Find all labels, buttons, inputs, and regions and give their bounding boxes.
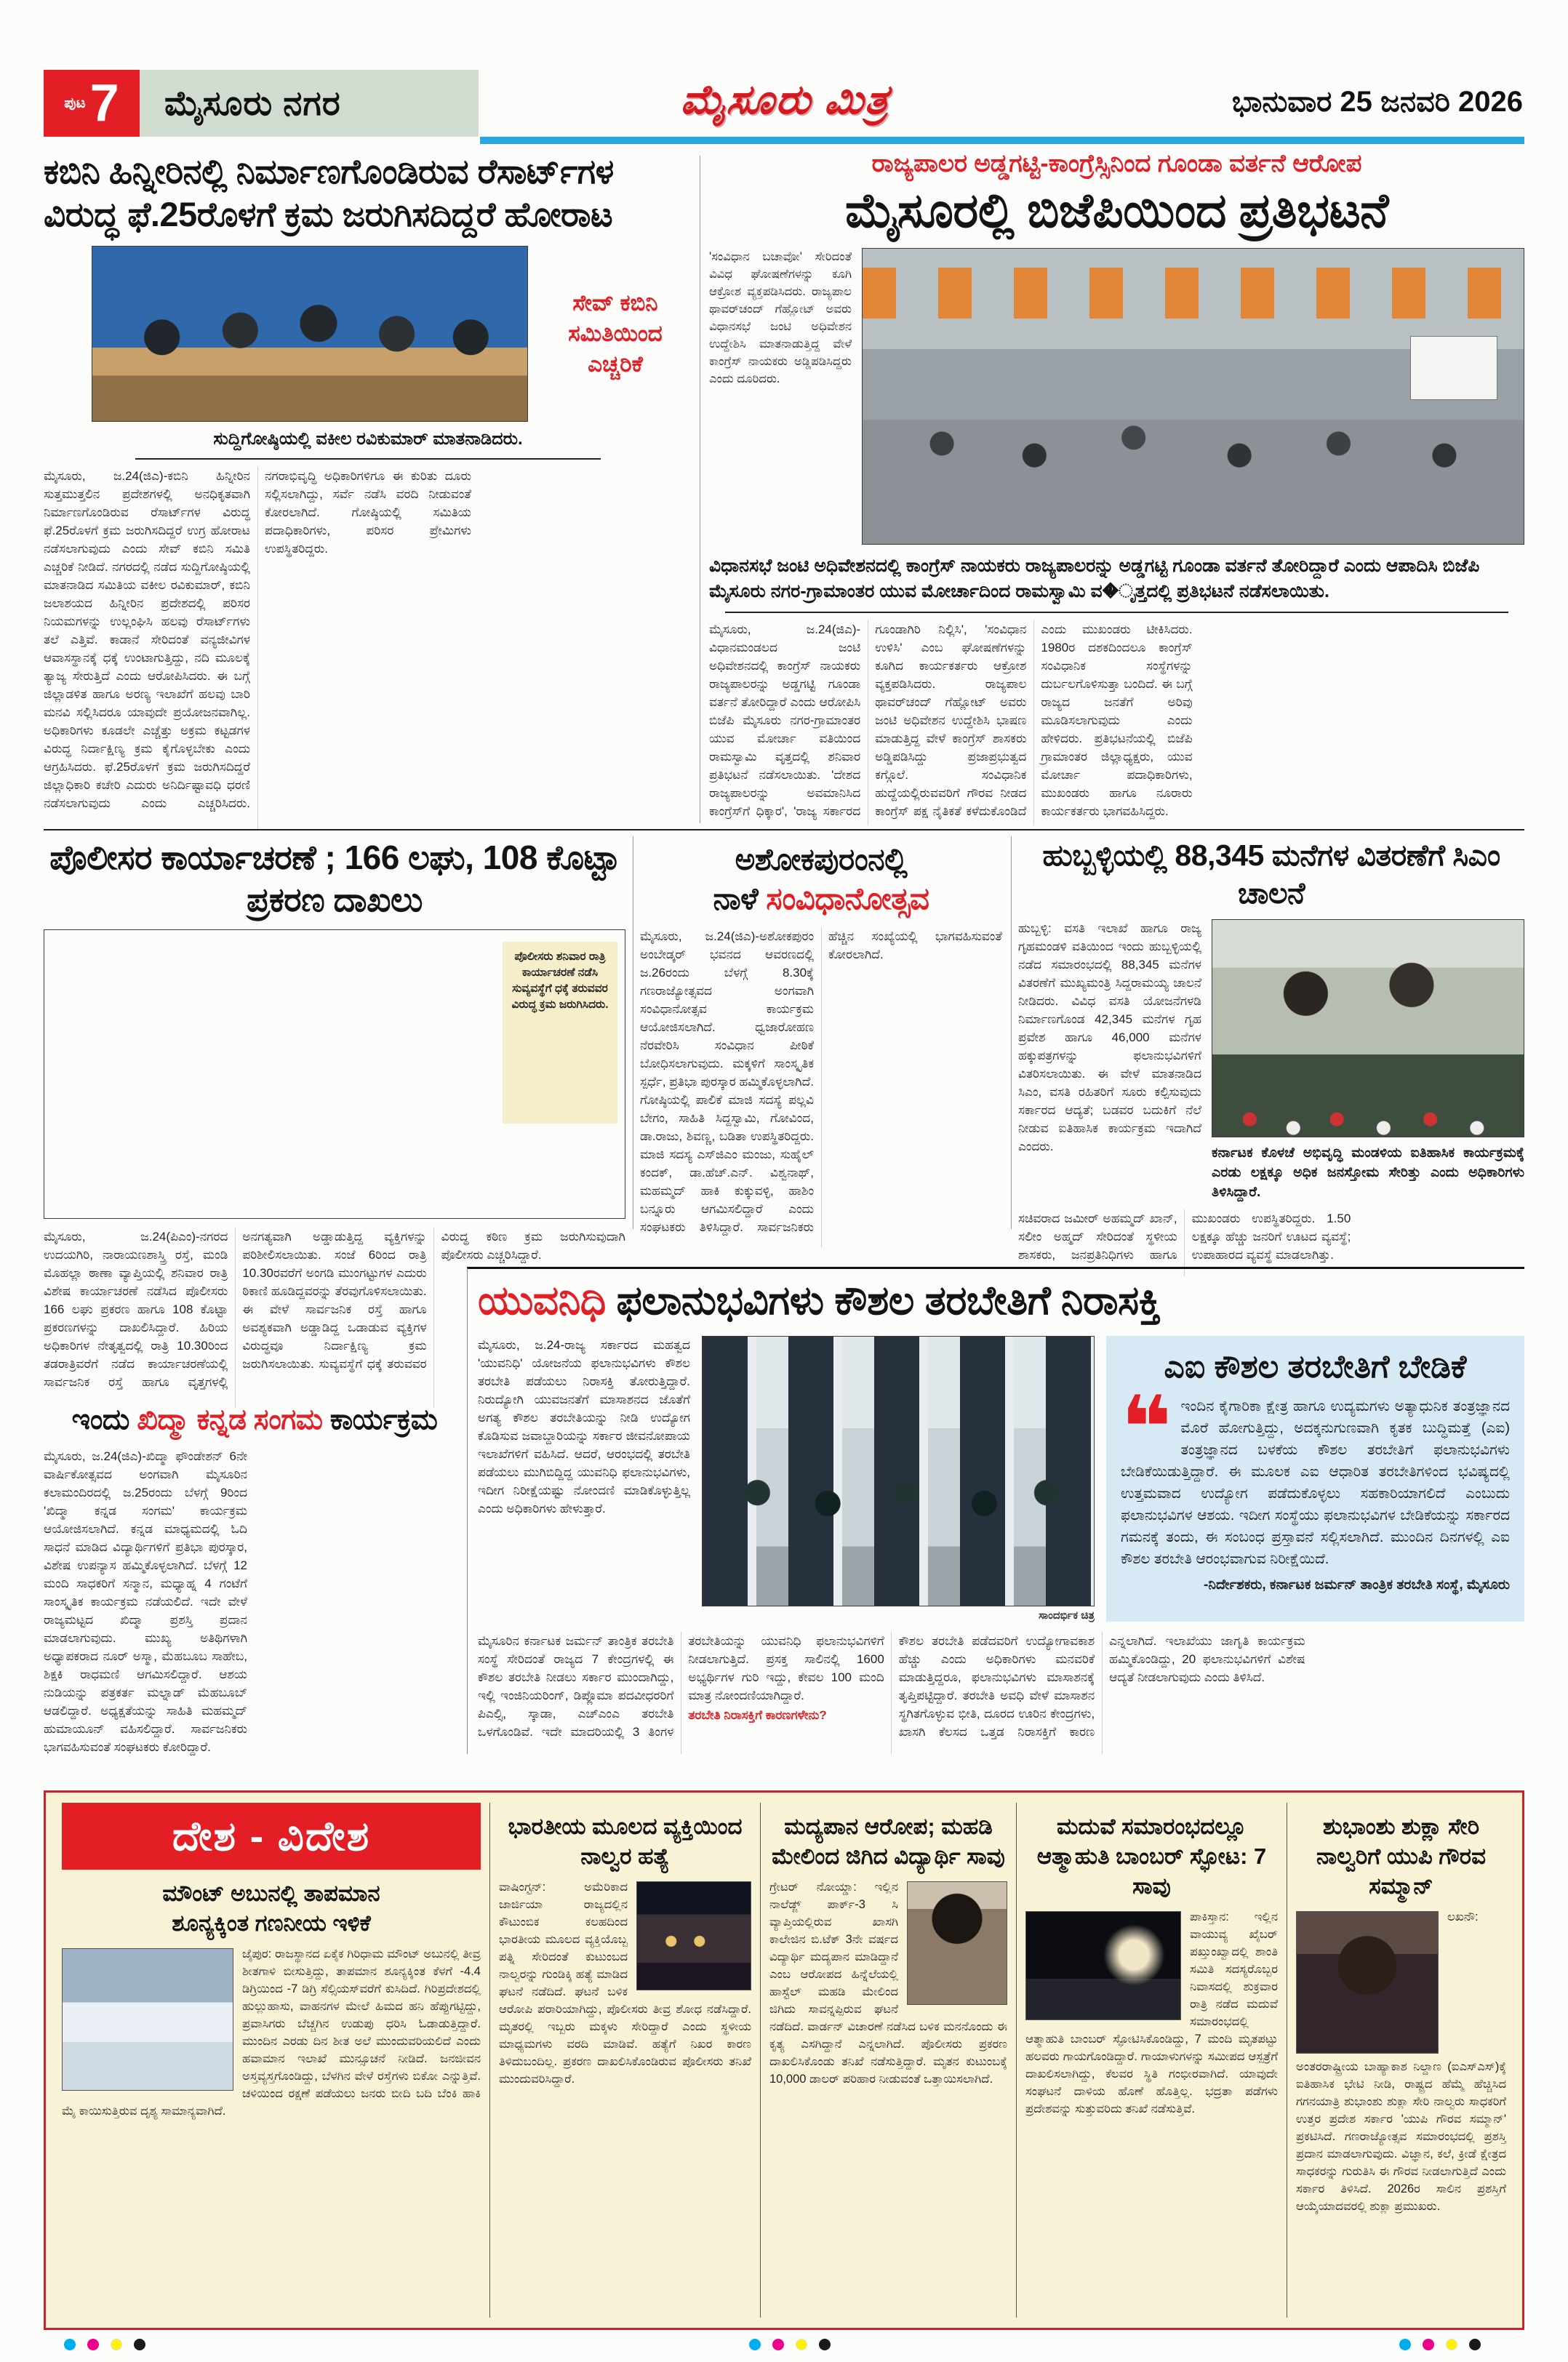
yuvanidhi-headline-red: ಯುವನಿಧಿ [478, 1278, 606, 1323]
yuvanidhi-tail-part1: ಮೈಸೂರಿನ ಕರ್ನಾಟಕ ಜರ್ಮನ್ ತಾಂತ್ರಿಕ ತರಬೇತಿ ಸಂಸ್ಥೆ ಸೇರಿದಂತೆ ರಾಜ್ಯದ 7 ಕೇಂದ್ರಗಳಲ್ಲಿ ಈ ಕೌಶಲ ತರಬೇತಿ ನೀಡಲು ಸರ್ಕಾರ ಮುಂದಾಗಿದ್ದು, ಇಲ್ಲಿ ಇಂಜಿನಿಯರಿಂಗ್, ಡಿಪ್ಲೊಮಾ ಪದವೀಧರರಿಗೆ ಪಿಎಲ್ಸಿ, ಸ್ಕಾಡಾ, ಎಚ್‌ಎಂಎ ತರಬೇತಿ ಒಳಗೊಂಡಿವೆ. ಇದೇ ಮಾದರಿಯಲ್ಲಿ 3 ತಿಂಗಳ ತರಬೇತಿಯನ್ನು ಯುವನಿಧಿ ಫಲಾನುಭವಿಗಳಿಗೆ ನೀಡಲಾಗುತ್ತಿದೆ. ಪ್ರಸಕ್ತ ಸಾಲಿನಲ್ಲಿ 1600 ಅಭ್ಯರ್ಥಿಗಳ ಗುರಿ ಇದ್ದು, ಕೇವಲ 100 ಮಂದಿ ಮಾತ್ರ ನೋಂದಣಿಯಾಗಿದ್ದಾರೆ. [478, 1634, 884, 1739]
masthead-logo: ಮೈಸೂರು ಮಿತ್ರ [679, 76, 892, 122]
yuvanidhi-tail [478, 1632, 1524, 1754]
blast-night-photo [1025, 1911, 1181, 2020]
region-label: ಮೈಸೂರು ನಗರ [140, 70, 479, 137]
night-police-photo [44, 929, 625, 1219]
mount-headline-line1: ಮೌಂಟ್ ಅಬುನಲ್ಲಿ ತಾಪಮಾನ [162, 1881, 380, 1906]
yuvanidhi-headline-black: ಫಲಾನುಭವಿಗಳು ಕೌಶಲ ತರಬೇತಿಗೆ ನಿರಾಸಕ್ತಿ [605, 1278, 1161, 1323]
cyan-dot [749, 2339, 761, 2350]
caption-divider [135, 458, 601, 460]
house-night-photo [636, 1881, 751, 1990]
blast-headline: ಮದುವೆ ಸಮಾರಂಭದಲ್ಲೂ ಆತ್ಮಾಹುತಿ ಬಾಂಬರ್ ಸ್ಫೋಟ: 7 ಸಾವು [1036, 1814, 1267, 1899]
khidma-headline-black1: ಇಂದು [71, 1404, 137, 1436]
magenta-dot [87, 2339, 99, 2350]
registration-dots-right [1399, 2339, 1481, 2350]
student-body-text: ಗ್ರೇಟರ್ ನೋಯ್ಡಾ: ಇಲ್ಲಿನ ನಾಲೆಡ್ಜ್ ಪಾರ್ಕ್-3 ಸಿ ವ್ಯಾಪ್ತಿಯಲ್ಲಿರುವ ಖಾಸಗಿ ಕಾಲೇಜಿನ ಬಿ.ಟೆಕ್ 3ನೇ ವರ್ಷದ ವಿದ್ಯಾರ್ಥಿ ಮದ್ಯಪಾನ ಮಾಡಿದ್ದಾನೆ ಎಂಬ ಆರೋಪದ ಹಿನ್ನೆಲೆಯಲ್ಲಿ ಹಾಸ್ಟೆಲ್ ಮಹಡಿ ಮೇಲಿಂದ ಜಿಗಿದು ಸಾವನ್ನಪ್ಪಿರುವ ಘಟನೆ ನಡೆದಿದೆ. ವಾರ್ಡನ್ ವಿಚಾರಣೆ ನಡೆಸಿದ ಬಳಿಕ ಮನನೊಂದು ಈ ಕೃತ್ಯ ಎಸಗಿದ್ದಾನೆ ಎನ್ನಲಾಗಿದೆ. ಪೊಲೀಸರು ಪ್ರಕರಣ ದಾಖಲಿಸಿಕೊಂಡು ತನಿಖೆ ನಡೆಸುತ್ತಿದ್ದಾರೆ. ಮೃತನ ಕುಟುಂಬಕ್ಕೆ 10,000 ಡಾಲರ್ ಪರಿಹಾರ ನೀಡುವಂತೆ ಒತ್ತಾಯಿಸಲಾಗಿದೆ. [769, 1881, 1007, 2086]
magenta-dot [772, 2339, 784, 2350]
ashok-headline-line2 [713, 881, 929, 916]
caption-divider [725, 612, 1508, 613]
khidma-headline-red: ಖಿದ್ಮಾ ಕನ್ನಡ ಸಂಗಮ [137, 1404, 323, 1436]
snow-photo [62, 1948, 233, 2091]
bjp-kicker: ರಾಜ್ಯಪಾಲರ ಅಡ್ಡಗಟ್ಟಿ-ಕಾಂಗ್ರೆಸ್ಸಿನಿಂದ ಗೂಂಡಾ ವರ್ತನೆ ಆರೋಪ [871, 150, 1362, 177]
black-dot [1469, 2339, 1481, 2350]
student-portrait-photo [907, 1881, 1007, 2005]
mount-headline [62, 1878, 481, 1938]
article-bjp-protest [709, 150, 1524, 825]
cyan-dot [1399, 2339, 1411, 2350]
article-samvidhanotsava [640, 840, 1002, 1247]
blast-body [1025, 1908, 1278, 2118]
ashok-headline [640, 840, 1002, 918]
khidma-headline [44, 1402, 465, 1438]
murder-body [499, 1878, 751, 2088]
mount-headline-line2: ಶೂನ್ಯಕ್ಕಿಂತ ಗಣನೀಯ ಇಳಿಕೆ [172, 1910, 371, 1936]
ashok-headline-line1: ಅಶೋಕಪುರಂನಲ್ಲಿ [735, 842, 908, 876]
world-col-honor [1287, 1803, 1515, 2318]
article-hubballi-homes [1018, 836, 1524, 1276]
honor-headline: ಶುಭಾಂಶು ಶುಕ್ಲಾ ಸೇರಿ ನಾಲ್ವರಿಗೆ ಯುಪಿ ಗೌರವ ಸಮ್ಮಾನ್ [1316, 1814, 1486, 1899]
cm-event-photo [1212, 919, 1524, 1137]
world-col-blast [1016, 1803, 1287, 2318]
blast-body-text: ಪಾಕಿಸ್ತಾನ: ಇಲ್ಲಿನ ವಾಯುವ್ಯ ಖೈಬರ್ ಪಖ್ತುಂಖ್ವಾದಲ್ಲಿ ಶಾಂತಿ ಸಮಿತಿ ಸದಸ್ಯರೊಬ್ಬರ ನಿವಾಸದಲ್ಲಿ ಶುಕ್ರವಾರ ರಾತ್ರಿ ನಡೆದ ಮದುವೆ ಸಮಾರಂಭದಲ್ಲಿ ಆತ್ಮಾಹುತಿ ಬಾಂಬರ್ ಸ್ಫೋಟಿಸಿಕೊಂಡಿದ್ದು, 7 ಮಂದಿ ಮೃತಪಟ್ಟು ಹಲವರು ಗಾಯಗೊಂಡಿದ್ದಾರೆ. ಗಾಯಾಳುಗಳನ್ನು ಸಮೀಪದ ಆಸ್ಪತ್ರೆಗೆ ದಾಖಲಿಸಲಾಗಿದ್ದು, ಕೆಲವರ ಸ್ಥಿತಿ ಗಂಭೀರವಾಗಿದೆ. ಯಾವುದೇ ಸಂಘಟನೆ ದಾಳಿಯ ಹೊಣೆ ಹೊತ್ತಿಲ್ಲ. ಭದ್ರತಾ ಪಡೆಗಳು ಪ್ರದೇಶವನ್ನು ಸುತ್ತುವರಿದು ತನಿಖೆ ನಡೆಸುತ್ತಿವೆ. [1025, 1910, 1278, 2115]
police-photo-note: ಪೊಲೀಸರು ಶನಿವಾರ ರಾತ್ರಿ ಕಾರ್ಯಾಚರಣೆ ನಡೆಸಿ ಸುವ್ಯವಸ್ಥೆಗೆ ಧಕ್ಕೆ ತರುವವರ ವಿರುದ್ಧ ಕ್ರಮ ಜರುಗಿಸಿದರು. [503, 942, 617, 1124]
murder-body-text: ವಾಷಿಂಗ್ಟನ್: ಅಮೆರಿಕಾದ ಜಾರ್ಜಿಯಾ ರಾಜ್ಯದಲ್ಲಿನ ಕೌಟುಂಬಿಕ ಕಲಹದಿಂದ ಭಾರತೀಯ ಮೂಲದ ವ್ಯಕ್ತಿಯೊಬ್ಬ ಪತ್ನಿ ಸೇರಿದಂತೆ ಕುಟುಂಬದ ನಾಲ್ವರನ್ನು ಗುಂಡಿಕ್ಕಿ ಹತ್ಯೆ ಮಾಡಿದ ಘಟನೆ ನಡೆದಿದೆ. ಘಟನೆ ಬಳಿಕ ಆರೋಪಿ ಪರಾರಿಯಾಗಿದ್ದು, ಪೊಲೀಸರು ತೀವ್ರ ಶೋಧ ನಡೆಸಿದ್ದಾರೆ. ಮೃತರಲ್ಲಿ ಇಬ್ಬರು ಮಕ್ಕಳು ಸೇರಿದ್ದಾರೆ ಎಂದು ಸ್ಥಳೀಯ ಮಾಧ್ಯಮಗಳು ವರದಿ ಮಾಡಿವೆ. ಹತ್ಯೆಗೆ ನಿಖರ ಕಾರಣ ತಿಳಿದುಬಂದಿಲ್ಲ. ಪ್ರಕರಣ ದಾಖಲಿಸಿಕೊಂಡಿರುವ ಪೊಲೀಸರು ತನಿಖೆ ಮುಂದುವರಿಸಿದ್ದಾರೆ. [499, 1881, 751, 2086]
honor-body-text: ಲಖನೌ: ಅಂತರರಾಷ್ಟ್ರೀಯ ಬಾಹ್ಯಾಕಾಶ ನಿಲ್ದಾಣ (ಐಎಸ್‌ಎಸ್)ಕ್ಕೆ ಐತಿಹಾಸಿಕ ಭೇಟಿ ನೀಡಿ, ರಾಷ್ಟ್ರದ ಹೆಮ್ಮೆ ಹೆಚ್ಚಿಸಿದ ಗಗನಯಾತ್ರಿ ಶುಭಾಂಶು ಶುಕ್ಲಾ ಸೇರಿ ನಾಲ್ವರು ಸಾಧಕರಿಗೆ ಉತ್ತರ ಪ್ರದೇಶ ಸರ್ಕಾರ 'ಯುಪಿ ಗೌರವ ಸಮ್ಮಾನ್' ಪ್ರಕಟಿಸಿದೆ. ಗಣರಾಜ್ಯೋತ್ಸವ ಸಮಾರಂಭದಲ್ಲಿ ಪ್ರಶಸ್ತಿ ಪ್ರದಾನ ಮಾಡಲಾಗುವುದು. ವಿಜ್ಞಾನ, ಕಲೆ, ಕ್ರೀಡೆ ಕ್ಷೇತ್ರದ ಸಾಧಕರನ್ನು ಗುರುತಿಸಿ ಈ ಗೌರವ ನೀಡಲಾಗುತ್ತಿದೆ ಎಂದು ಸರ್ಕಾರ ತಿಳಿಸಿದೆ. 2026ರ ಸಾಲಿನ ಪ್ರಶಸ್ತಿಗೆ ಆಯ್ಕೆಯಾದವರಲ್ಲಿ ಶುಕ್ಲಾ ಪ್ರಮುಖರು. [1296, 1910, 1506, 2213]
page-number: 7 [89, 74, 119, 132]
page-label: ಪುಟ [64, 95, 86, 111]
police-headline: ಪೊಲೀಸರ ಕಾರ್ಯಾಚರಣೆ ; 166 ಲಘು, 108 ಕೊಟ್ಟಾ ಪ್ರಕರಣ ದಾಖಲು [49, 838, 620, 918]
kabini-headline: ಕಬಿನಿ ಹಿನ್ನೀರಿನಲ್ಲಿ ನಿರ್ಮಾಣಗೊಂಡಿರುವ ರೆಸಾರ್ಟ್‌ಗಳ ವಿರುದ್ಧ ಫೆ.25ರೊಳಗೆ ಕ್ರಮ ಜರುಗಿಸದಿದ್ದರೆ ಹೋರಾಟ [44, 152, 614, 233]
student-body [769, 1878, 1007, 2088]
protest-photo [862, 248, 1524, 545]
black-dot [134, 2339, 145, 2350]
mount-body [62, 1945, 481, 2120]
yellow-dot [796, 2339, 807, 2350]
quote-box-title: ಎಐ ಕೌಶಲ ತರಬೇತಿಗೆ ಬೇಡಿಕೆ [1164, 1349, 1467, 1385]
black-dot [819, 2339, 831, 2350]
page-number-box [44, 70, 140, 137]
computer-lab-photo [702, 1336, 1095, 1606]
police-body: ಮೈಸೂರು, ಜ.24(ಪಿಎಂ)-ನಗರದ ಉದಯಗಿರಿ, ನಾರಾಯಣಶಾಸ್ತ್ರಿ ರಸ್ತೆ, ಮಂಡಿ ಮೊಹಲ್ಲಾ ಠಾಣಾ ವ್ಯಾಪ್ತಿಯಲ್ಲಿ ಶನಿವಾರ ರಾತ್ರಿ ವಿಶೇಷ ಕಾರ್ಯಾಚರಣೆ ನಡೆಸಿದ ಪೊಲೀಸರು 166 ಲಘು ಪ್ರಕರಣ ಹಾಗೂ 108 ಕೊಟ್ಟಾ ಪ್ರಕರಣಗಳನ್ನು ದಾಖಲಿಸಿದ್ದಾರೆ. ಹಿರಿಯ ಅಧಿಕಾರಿಗಳ ನೇತೃತ್ವದಲ್ಲಿ ರಾತ್ರಿ 10.30ರಿಂದ ತಡರಾತ್ರಿವರೆಗೆ ನಡೆದ ಕಾರ್ಯಾಚರಣೆಯಲ್ಲಿ ಸಾರ್ವಜನಿಕ ರಸ್ತೆ ಹಾಗೂ ವೃತ್ತಗಳಲ್ಲಿ ಅನಗತ್ಯವಾಗಿ ಅಡ್ಡಾಡುತ್ತಿದ್ದ ವ್ಯಕ್ತಿಗಳನ್ನು ಪರಿಶೀಲಿಸಲಾಯಿತು. ಸಂಜೆ 6ರಿಂದ ರಾತ್ರಿ 10.30ರವರೆಗೆ ಅಂಗಡಿ ಮುಂಗಟ್ಟುಗಳ ಎದುರು ಠಿಕಾಣಿ ಹೂಡಿದ್ದವರನ್ನು ತೆರವುಗೊಳಿಸಲಾಯಿತು. ಈ ವೇಳೆ ಸಾರ್ವಜನಿಕ ರಸ್ತೆ ಹಾಗೂ ಅವಶ್ಯಕವಾಗಿ ಅಡ್ಡಾಡಿದ್ದ ಒಡಾಡುವ ವ್ಯಕ್ತಿಗಳ ವಿರುದ್ಧವೂ ನಿರ್ದಾಕ್ಷಿಣ್ಯ ಕ್ರಮ ಜರುಗಿಸಲಾಯಿತು. ಸುವ್ಯವಸ್ಥೆಗೆ ಧಕ್ಕೆ ತರುವವರ ವಿರುದ್ಧ ಕಠಿಣ ಕ್ರಮ ಜರುಗಿಸುವುದಾಗಿ ಪೊಲೀಸರು ಎಚ್ಚರಿಸಿದ್ದಾರೆ. [44, 1230, 625, 1389]
bjp-headline: ಮೈಸೂರಲ್ಲಿ ಬಿಜೆಪಿಯಿಂದ ಪ್ರತಿಭಟನೆ [844, 183, 1389, 237]
khidma-body: ಮೈಸೂರು, ಜ.24(ಜಿಎ)-ಖಿದ್ಮಾ ಫೌಂಡೇಶನ್ 6ನೇ ವಾರ್ಷಿಕೋತ್ಸವದ ಅಂಗವಾಗಿ ಮೈಸೂರಿನ ಕಲಾಮಂದಿರದಲ್ಲಿ ಜ.25ರಂದು ಬೆಳಗ್ಗೆ 9ರಿಂದ 'ಖಿದ್ಮಾ ಕನ್ನಡ ಸಂಗಮ' ಕಾರ್ಯಕ್ರಮ ಆಯೋಜಿಸಲಾಗಿದೆ. ಕನ್ನಡ ಮಾಧ್ಯಮದಲ್ಲಿ ಓದಿ ಸಾಧನೆ ಮಾಡಿದ ವಿದ್ಯಾರ್ಥಿಗಳಿಗೆ ಪ್ರತಿಭಾ ಪುರಸ್ಕಾರ, ವಿಶೇಷ ಉಪನ್ಯಾಸ ಹಮ್ಮಿಕೊಳ್ಳಲಾಗಿದೆ. ಬೆಳಗ್ಗೆ 12 ಮಂದಿ ಸಾಧಕರಿಗೆ ಸನ್ಮಾನ, ಮಧ್ಯಾಹ್ನ 4 ಗಂಟೆಗೆ ಸಾಂಸ್ಕೃತಿಕ ಕಾರ್ಯಕ್ರಮ ನಡೆಯಲಿದೆ. ಇದೇ ವೇಳೆ ರಾಜ್ಯಮಟ್ಟದ ಖಿದ್ಮಾ ಪ್ರಶಸ್ತಿ ಪ್ರದಾನ ಮಾಡಲಾಗುವುದು. ಮುಖ್ಯ ಅತಿಥಿಗಳಾಗಿ ಅಧ್ಯಾಪಕರಾದ ನೂರ್ ಅಸ್ಮಾ, ಮೆಹಬೂಬ ಸಾಹೇಬ, ಶಿಕ್ಷಕಿ ರಾಧಮಣಿ ಆಗಮಿಸಲಿದ್ದಾರೆ. ಆಶಯ ನುಡಿಯನ್ನು ಪತ್ರಕರ್ತ ಮಲ್ನಾಡ್ ಮೆಹಬೂಬ್ ಆಡಲಿದ್ದಾರೆ. ಅಧ್ಯಕ್ಷತೆಯನ್ನು ಸಾಹಿತಿ ಮಹಮ್ಮದ್ ಹುಮಾಯೂನ್ ವಹಿಸಲಿದ್ದಾರೆ. ಸಾರ್ವಜನಿಕರು ಭಾಗವಹಿಸುವಂತೆ ಸಂಘಟಕರು ಕೋರಿದ್ದಾರೆ. [44, 1449, 247, 1754]
article-yuvanidhi [467, 1267, 1524, 1754]
party-flags [863, 268, 1524, 319]
open-quote-icon: ❝ [1121, 1380, 1172, 1477]
yuvanidhi-red-subhead: ತರಬೇತಿ ನಿರಾಸಕ್ತಿಗೆ ಕಾರಣಗಳೇನು? [688, 1708, 827, 1722]
ai-demand-quote-box [1106, 1336, 1524, 1622]
bjp-body: ಮೈಸೂರು, ಜ.24(ಜಿಎ)-ವಿಧಾನಮಂಡಲದ ಜಂಟಿ ಅಧಿವೇಶನದಲ್ಲಿ ಕಾಂಗ್ರೆಸ್ ನಾಯಕರು ರಾಜ್ಯಪಾಲರನ್ನು ಅಡ್ಡಗಟ್ಟಿ ಗೂಂಡಾ ವರ್ತನೆ ತೋರಿದ್ದಾರೆ ಎಂದು ಆರೋಪಿಸಿ ಬಿಜೆಪಿ ಮೈಸೂರು ನಗರ-ಗ್ರಾಮಾಂತರ ಯುವ ಮೋರ್ಚಾ ವತಿಯಿಂದ ರಾಮಸ್ವಾಮಿ ವೃತ್ತದಲ್ಲಿ ಶನಿವಾರ ಪ್ರತಿಭಟನೆ ನಡೆಸಲಾಯಿತು. 'ದೇಶದ ರಾಜ್ಯಪಾಲರನ್ನು ಅವಮಾನಿಸಿದ ಕಾಂಗ್ರೆಸ್‌ಗೆ ಧಿಕ್ಕಾರ', 'ರಾಜ್ಯ ಸರ್ಕಾರದ ಗೂಂಡಾಗಿರಿ ನಿಲ್ಲಿಸಿ', 'ಸಂವಿಧಾನ ಉಳಿಸಿ' ಎಂಬ ಘೋಷಣೆಗಳನ್ನು ಕೂಗಿದ ಕಾರ್ಯಕರ್ತರು ಆಕ್ರೋಶ ವ್ಯಕ್ತಪಡಿಸಿದರು. ರಾಜ್ಯಪಾಲ ಥಾವರ್‌ಚಂದ್ ಗೆಹ್ಲೋಟ್ ಅವರು ಜಂಟಿ ಅಧಿವೇಶನ ಉದ್ದೇಶಿಸಿ ಭಾಷಣ ಮಾಡುತ್ತಿದ್ದ ವೇಳೆ ಕಾಂಗ್ರೆಸ್ ಶಾಸಕರು ಅಡ್ಡಿಪಡಿಸಿದ್ದು ಪ್ರಜಾಪ್ರಭುತ್ವದ ಕಗ್ಗೊಲೆ. ಸಂವಿಧಾನಿಕ ಹುದ್ದೆಯಲ್ಲಿರುವವರಿಗೆ ಗೌರವ ನೀಡದ ಕಾಂಗ್ರೆಸ್ ಪಕ್ಷ ನೈತಿಕತೆ ಕಳೆದುಕೊಂಡಿದೆ ಎಂದು ಮುಖಂಡರು ಟೀಕಿಸಿದರು. 1980ರ ದಶಕದಿಂದಲೂ ಕಾಂಗ್ರೆಸ್ ಸಂವಿಧಾನಿಕ ಸಂಸ್ಥೆಗಳನ್ನು ದುರ್ಬಲಗೊಳಿಸುತ್ತಾ ಬಂದಿದೆ. ಈ ಬಗ್ಗೆ ರಾಜ್ಯದ ಜನತೆಗೆ ಅರಿವು ಮೂಡಿಸಲಾಗುವುದು ಎಂದು ಹೇಳಿದರು. ಪ್ರತಿಭಟನೆಯಲ್ಲಿ ಬಿಜೆಪಿ ಗ್ರಾಮಾಂತರ ಜಿಲ್ಲಾಧ್ಯಕ್ಷರು, ಯುವ ಮೋರ್ಚಾ ಪದಾಧಿಕಾರಿಗಳು, ಮುಖಂಡರು ಹಾಗೂ ನೂರಾರು ಕಾರ್ಯಕರ್ತರು ಭಾಗವಹಿಸಿದ್ದರು. [709, 622, 1193, 818]
mount-body-text: ಜೈಪುರ: ರಾಜಸ್ಥಾನದ ಏಕೈಕ ಗಿರಿಧಾಮ ಮೌಂಟ್ ಅಬುನಲ್ಲಿ ತೀವ್ರ ಶೀತಗಾಳಿ ಬೀಸುತ್ತಿದ್ದು, ತಾಪಮಾನ ಶೂನ್ಯಕ್ಕಿಂತ ಕೆಳಗೆ -4.4 ಡಿಗ್ರಿಯಿಂದ -7 ಡಿಗ್ರಿ ಸೆಲ್ಸಿಯಸ್‌ವರೆಗೆ ಕುಸಿದಿದೆ. ಗಿರಿಪ್ರದೇಶದಲ್ಲಿ ಹುಲ್ಲುಹಾಸು, ವಾಹನಗಳ ಮೇಲೆ ಹಿಮದ ಹನಿ ಹೆಪ್ಪುಗಟ್ಟಿದ್ದು, ಪ್ರವಾಸಿಗರು ಬೆಚ್ಚಗಿನ ಉಡುಪು ಧರಿಸಿ ಓಡಾಡುತ್ತಿದ್ದಾರೆ. ಮುಂದಿನ ಎರಡು ದಿನ ಶೀತ ಅಲೆ ಮುಂದುವರಿಯಲಿದೆ ಎಂದು ಹವಾಮಾನ ಇಲಾಖೆ ಮುನ್ಸೂಚನೆ ನೀಡಿದೆ. ಜನಜೀವನ ಅಸ್ತವ್ಯಸ್ತಗೊಂಡಿದ್ದು, ಬೆಳಗಿನ ವೇಳೆ ರಸ್ತೆಗಳು ಬಿಕೋ ಎನ್ನುತ್ತಿವೆ. ಚಳಿಯಿಂದ ರಕ್ಷಣೆ ಪಡೆಯಲು ಜನರು ಬೀದಿ ಬದಿ ಬೆಂಕಿ ಹಾಕಿ ಮೈ ಕಾಯಿಸುತ್ತಿರುವ ದೃಶ್ಯ ಸಾಮಾನ್ಯವಾಗಿದೆ. [62, 1947, 481, 2118]
computer-lab-figure [702, 1336, 1095, 1622]
desha-videsha-band [44, 1790, 1524, 2330]
photo-credit: ಸಾಂದರ್ಭಿಕ ಚಿತ್ರ [1038, 1609, 1095, 1622]
yuvanidhi-intro: ಮೈಸೂರು, ಜ.24-ರಾಜ್ಯ ಸರ್ಕಾರದ ಮಹತ್ವದ 'ಯುವನಿಧಿ' ಯೋಜನೆಯ ಫಲಾನುಭವಿಗಳು ಕೌಶಲ ತರಬೇತಿ ಪಡೆಯಲು ನಿರಾಸಕ್ತಿ ತೋರುತ್ತಿದ್ದಾರೆ. ನಿರುದ್ಯೋಗಿ ಯುವಜನತೆಗೆ ಮಾಸಾಶನದ ಜೊತೆಗೆ ಅಗತ್ಯ ಕೌಶಲ ತರಬೇತಿಯನ್ನು ನೀಡಿ ಉದ್ಯೋಗ ಕೊಡಿಸುವ ಜವಾಬ್ದಾರಿಯನ್ನು ಸರ್ಕಾರ ಜೀವನೋಪಾಯ ಇಲಾಖೆಗಳಿಗೆ ವಹಿಸಿದೆ. ಆದರೆ, ಆರಂಭದಲ್ಲಿ ತರಬೇತಿ ಪಡೆಯಲು ಮುಗಿಬಿದ್ದಿದ್ದ ಯುವನಿಧಿ ಫಲಾನುಭವಿಗಳು, ಇದೀಗ ನಿರೀಕ್ಷೆಯಷ್ಟು ನೋಂದಣಿ ಮಾಡಿಕೊಳ್ಳುತ್ತಿಲ್ಲ ಎಂದು ಅಧಿಕಾರಿಗಳು ಹೇಳುತ್ತಾರೆ. [478, 1338, 690, 1516]
quote-attribution: -ನಿರ್ದೇಶಕರು, ಕರ್ನಾಟಕ ಜರ್ಮನ್ ತಾಂತ್ರಿಕ ತರಬೇತಿ ಸಂಸ್ಥೆ, ಮೈಸೂರು [1204, 1577, 1510, 1593]
world-col-murder [489, 1803, 760, 2318]
press-conference-photo [92, 246, 528, 422]
murder-headline: ಭಾರತೀಯ ಮೂಲದ ವ್ಯಕ್ತಿಯಿಂದ ನಾಲ್ವರ ಹತ್ಯೆ [508, 1814, 743, 1869]
registration-dots-center [749, 2339, 831, 2350]
astronaut-portrait-photo [1296, 1911, 1439, 2054]
quote-text: ಇಂದಿನ ಕೈಗಾರಿಕಾ ಕ್ಷೇತ್ರ ಹಾಗೂ ಉದ್ಯಮಗಳು ಅತ್ಯಾಧುನಿಕ ತಂತ್ರಜ್ಞಾನದ ಮೊರೆ ಹೋಗುತ್ತಿದ್ದು, ಅದಕ್ಕನುಗುಣವಾಗಿ ಕೃತಕ ಬುದ್ಧಿಮತ್ತೆ (ಎಐ) ತಂತ್ರಜ್ಞಾನದ ಬಳಕೆಯ ಕೌಶಲ ತರಬೇತಿಗೆ ಫಲಾನುಭವಿಗಳು ಬೇಡಿಕೆಯಿಡುತ್ತಿದ್ದಾರೆ. ಈ ಮೂಲಕ ಎಐ ಆಧಾರಿತ ತರಬೇತಿಗಳಿಂದ ಭವಿಷ್ಯದಲ್ಲಿ ಉತ್ತಮವಾದ ಉದ್ಯೋಗ ಪಡೆದುಕೊಳ್ಳಲು ಸಹಕಾರಿಯಾಗಲಿದೆ ಎಂಬುದು ಫಲಾನುಭವಿಗಳ ಆಶಯ. ಇದೀಗ ಸಂಸ್ಥೆಯು ಫಲಾನುಭವಿಗಳ ಬೇಡಿಕೆಯನ್ನು ಸರ್ಕಾರದ ಗಮನಕ್ಕೆ ತಂದು, ಈ ಸಂಬಂಧ ಪ್ರಸ್ತಾವನೆ ಸಲ್ಲಿಸಲಾಗಿದೆ. ಮುಂದಿನ ದಿನಗಳಲ್ಲಿ ಎಐ ಕೌಶಲ ತರಬೇತಿ ಆರಂಭವಾಗುವ ನಿರೀಕ್ಷೆಯಿದೆ. [1121, 1398, 1510, 1567]
world-col-student [760, 1803, 1016, 2318]
hubballi-tail: ಸಚಿವರಾದ ಜಮೀರ್ ಅಹಮ್ಮದ್ ಖಾನ್, ಸಲೀಂ ಅಹ್ಮದ್ ಸೇರಿದಂತೆ ಸ್ಥಳೀಯ ಶಾಸಕರು, ಜನಪ್ರತಿನಿಧಿಗಳು ಹಾಗೂ ಮುಖಂಡರು ಉಪಸ್ಥಿತರಿದ್ದರು. 1.50 ಲಕ್ಷಕ್ಕೂ ಹೆಚ್ಚು ಜನರಿಗೆ ಊಟದ ವ್ಯವಸ್ಥೆ; ಉಪಾಹಾರದ ವ್ಯವಸ್ಥೆ ಮಾಡಲಾಗಿತ್ತು. [1018, 1212, 1351, 1262]
ashok-headline-red: ಸಂವಿಧಾನೋತ್ಸವ [766, 881, 929, 916]
cyan-dot [64, 2339, 76, 2350]
kabini-caption: ಸುದ್ದಿಗೋಷ್ಠಿಯಲ್ಲಿ ವಕೀಲ ರವಿಕುಮಾರ್ ಮಾತನಾಡಿದರು. [213, 429, 523, 449]
yuvanidhi-tail-part2: ಕೌಶಲ ತರಬೇತಿ ಪಡೆದವರಿಗೆ ಉದ್ಯೋಗಾವಕಾಶ ಹೆಚ್ಚು ಎಂದು ಅಧಿಕಾರಿಗಳು ಮನವರಿಕೆ ಮಾಡುತ್ತಿದ್ದರೂ, ಫಲಾನುಭವಿಗಳು ಮಾಸಾಶನಕ್ಕೆ ತೃಪ್ತಿಪಟ್ಟಿದ್ದಾರೆ. ತರಬೇತಿ ಅವಧಿ ವೇಳೆ ಮಾಸಾಶನ ಸ್ಥಗಿತಗೊಳ್ಳುವ ಭೀತಿ, ದೂರದ ಊರಿನ ಕೇಂದ್ರಗಳು, ಖಾಸಗಿ ಕೆಲಸದ ಒತ್ತಡ ನಿರಾಸಕ್ತಿಗೆ ಕಾರಣ ಎನ್ನಲಾಗಿದೆ. ಇಲಾಖೆಯು ಜಾಗೃತಿ ಕಾರ್ಯಕ್ರಮ ಹಮ್ಮಿಕೊಂಡಿದ್ದು, 20 ಫಲಾನುಭವಿಗಳಿಗೆ ವಿಶೇಷ ಆದ್ಯತೆ ನೀಡಲಾಗುವುದು ಎಂದು ತಿಳಿಸಿದೆ. [898, 1634, 1305, 1739]
kabini-body: ಮೈಸೂರು, ಜ.24(ಜಿಎ)-ಕಬಿನಿ ಹಿನ್ನೀರಿನ ಸುತ್ತಮುತ್ತಲಿನ ಪ್ರದೇಶಗಳಲ್ಲಿ ಅನಧಿಕೃತವಾಗಿ ನಿರ್ಮಾಣಗೊಂಡಿರುವ ರೆಸಾರ್ಟ್‌ಗಳ ವಿರುದ್ಧ ಫೆ.25ರೊಳಗೆ ಕ್ರಮ ಜರುಗಿಸದಿದ್ದರೆ ಉಗ್ರ ಹೋರಾಟ ನಡೆಸಲಾಗುವುದು ಎಂದು ಸೇವ್ ಕಬಿನಿ ಸಮಿತಿ ಎಚ್ಚರಿಕೆ ನೀಡಿದೆ. ನಗರದಲ್ಲಿ ನಡೆದ ಸುದ್ದಿಗೋಷ್ಠಿಯಲ್ಲಿ ಮಾತನಾಡಿದ ಸಮಿತಿಯ ವಕೀಲ ರವಿಕುಮಾರ್, ಕಬಿನಿ ಜಲಾಶಯದ ಹಿನ್ನೀರಿನ ಪ್ರದೇಶದಲ್ಲಿ ಪರಿಸರ ನಿಯಮಗಳನ್ನು ಉಲ್ಲಂಘಿಸಿ ಹಲವು ರೆಸಾರ್ಟ್‌ಗಳು ತಲೆ ಎತ್ತಿವೆ. ಕಾಡಾನೆ ಸೇರಿದಂತೆ ವನ್ಯಜೀವಿಗಳ ಆವಾಸಸ್ಥಾನಕ್ಕೆ ಧಕ್ಕೆ ಉಂಟಾಗುತ್ತಿದ್ದು, ನದಿ ಮೂಲಕ್ಕೆ ತ್ಯಾಜ್ಯ ಸೇರುತ್ತಿದೆ ಎಂದು ಆರೋಪಿಸಿದರು. ಈ ಬಗ್ಗೆ ಜಿಲ್ಲಾಡಳಿತ ಹಾಗೂ ಅರಣ್ಯ ಇಲಾಖೆಗೆ ಹಲವು ಬಾರಿ ಮನವಿ ಸಲ್ಲಿಸಿದರೂ ಯಾವುದೇ ಪ್ರಯೋಜನವಾಗಿಲ್ಲ. ಅಧಿಕಾರಿಗಳು ಕೂಡಲೇ ಎಚ್ಚೆತ್ತು ಅಕ್ರಮ ಕಟ್ಟಡಗಳ ವಿರುದ್ಧ ನಿರ್ದಾಕ್ಷಿಣ್ಯ ಕ್ರಮ ಕೈಗೊಳ್ಳಬೇಕು ಎಂದು ಆಗ್ರಹಿಸಿದರು. ಫೆ.25ರೊಳಗೆ ಕ್ರಮ ಜರುಗಿಸದಿದ್ದರೆ ಜಿಲ್ಲಾಧಿಕಾರಿ ಕಚೇರಿ ಎದುರು ಅನಿರ್ದಿಷ್ಟಾವಧಿ ಧರಣಿ ನಡೆಸಲಾಗುವುದು ಎಂದು ಎಚ್ಚರಿಸಿದರು. ನಗರಾಭಿವೃದ್ಧಿ ಅಧಿಕಾರಿಗಳಿಗೂ ಈ ಕುರಿತು ದೂರು ಸಲ್ಲಿಸಲಾಗಿದ್ದು, ಸರ್ವೆ ನಡೆಸಿ ವರದಿ ನೀಡುವಂತೆ ಕೋರಲಾಗಿದೆ. ಗೋಷ್ಠಿಯಲ್ಲಿ ಸಮಿತಿಯ ಪದಾಧಿಕಾರಿಗಳು, ಪರಿಸರ ಪ್ರೇಮಿಗಳು ಉಪಸ್ಥಿತರಿದ್ದರು. [44, 469, 471, 810]
student-headline: ಮದ್ಯಪಾನ ಆರೋಪ; ಮಹಡಿ ಮೇಲಿಂದ ಜಿಗಿದ ವಿದ್ಯಾರ್ಥಿ ಸಾವು [772, 1814, 1005, 1869]
world-col-mount [53, 1803, 489, 2318]
yuvanidhi-headline [478, 1275, 1524, 1326]
section-title: ದೇಶ - ವಿದೇಶ [62, 1803, 481, 1870]
hubballi-headline: ಹುಬ್ಬಳ್ಳಿಯಲ್ಲಿ 88,345 ಮನೆಗಳ ವಿತರಣೆಗೆ ಸಿಎಂ ಚಾಲನೆ [1042, 838, 1500, 910]
edition-date: ಭಾನುವಾರ 25 ಜನವರಿ 2026 [1231, 86, 1523, 118]
bjp-side-text: 'ಸಂವಿಧಾನ ಬಚಾವೋ' ಸೇರಿದಂತೆ ವಿವಿಧ ಘೋಷಣೆಗಳನ್ನು ಕೂಗಿ ಆಕ್ರೋಶ ವ್ಯಕ್ತಪಡಿಸಿದರು. ರಾಜ್ಯಪಾಲ ಥಾವರ್‌ಚಂದ್ ಗೆಹ್ಲೋಟ್ ಅವರು ವಿಧಾನಸಭೆ ಜಂಟಿ ಅಧಿವೇಶನ ಉದ್ದೇಶಿಸಿ ಮಾತನಾಡುತ್ತಿದ್ದ ವೇಳೆ ಕಾಂಗ್ರೆಸ್ ನಾಯಕರು ಅಡ್ಡಿಪಡಿಸಿದ್ದರು ಎಂದು ದೂರಿದರು. [709, 250, 852, 385]
hubballi-caption: ಕರ್ನಾಟಕ ಕೊಳಚೆ ಅಭಿವೃದ್ಧಿ ಮಂಡಳಿಯ ಐತಿಹಾಸಿಕ ಕಾರ್ಯಕ್ರಮಕ್ಕೆ ಎರಡು ಲಕ್ಷಕ್ಕೂ ಅಧಿಕ ಜನಸ್ತೋಮ ಸೇರಿತ್ತು ಎಂದು ಅಧಿಕಾರಿಗಳು ತಿಳಿಸಿದ್ದಾರೆ. [1212, 1145, 1524, 1200]
kabini-subhead: ಸೇವ್ ಕಬಿನಿ ಸಮಿತಿಯಿಂದ ಎಚ್ಚರಿಕೆ [568, 290, 663, 377]
yellow-dot [1446, 2339, 1457, 2350]
registration-dots-left [64, 2339, 145, 2350]
khidma-headline-black2: ಕಾರ್ಯಕ್ರಮ [322, 1404, 438, 1436]
column-separator [1011, 836, 1012, 1229]
yellow-dot [111, 2339, 122, 2350]
hubballi-body: ಹುಬ್ಬಳ್ಳಿ: ವಸತಿ ಇಲಾಖೆ ಹಾಗೂ ರಾಜ್ಯ ಗೃಹಮಂಡಳಿ ವತಿಯಿಂದ ಇಂದು ಹುಬ್ಬಳ್ಳಿಯಲ್ಲಿ ನಡೆದ ಸಮಾರಂಭದಲ್ಲಿ 88,345 ಮನೆಗಳ ವಿತರಣೆಗೆ ಮುಖ್ಯಮಂತ್ರಿ ಸಿದ್ದರಾಮಯ್ಯ ಚಾಲನೆ ನೀಡಿದರು. ವಿವಿಧ ವಸತಿ ಯೋಜನೆಗಳಡಿ ನಿರ್ಮಾಣಗೊಂಡ 42,345 ಮನೆಗಳ ಗೃಹ ಪ್ರವೇಶ ಹಾಗೂ 46,000 ಮನೆಗಳ ಹಕ್ಕುಪತ್ರಗಳನ್ನು ಫಲಾನುಭವಿಗಳಿಗೆ ವಿತರಿಸಲಾಯಿತು. ಈ ವೇಳೆ ಮಾತನಾಡಿದ ಸಿಎಂ, ವಸತಿ ರಹಿತರಿಗೆ ಸೂರು ಕಲ್ಪಿಸುವುದು ಸರ್ಕಾರದ ಆದ್ಯತೆ; ಬಡವರ ಬದುಕಿಗೆ ನೆಲೆ ನೀಡುವ ಐತಿಹಾಸಿಕ ಕಾರ್ಯಕ್ರಮ ಇದಾಗಿದೆ ಎಂದರು. [1018, 921, 1201, 1153]
cm-event-figure [1212, 919, 1524, 1202]
magenta-dot [1423, 2339, 1434, 2350]
protest-placard [1410, 336, 1497, 400]
article-khidma [44, 1402, 465, 1760]
ashok-body: ಮೈಸೂರು, ಜ.24(ಜಿಎ)-ಅಶೋಕಪುರಂ ಅಂಬೇಡ್ಕರ್ ಭವನದ ಆವರಣದಲ್ಲಿ ಜ.26ರಂದು ಬೆಳಗ್ಗೆ 8.30ಕ್ಕೆ ಗಣರಾಜ್ಯೋತ್ಸವದ ಅಂಗವಾಗಿ ಸಂವಿಧಾನೋತ್ಸವ ಕಾರ್ಯಕ್ರಮ ಆಯೋಜಿಸಲಾಗಿದೆ. ಧ್ವಜಾರೋಹಣ ನೆರವೇರಿಸಿ ಸಂವಿಧಾನ ಪೀಠಿಕೆ ಬೋಧಿಸಲಾಗುವುದು. ಮಕ್ಕಳಿಗೆ ಸಾಂಸ್ಕೃತಿಕ ಸ್ಪರ್ಧೆ, ಪ್ರತಿಭಾ ಪುರಸ್ಕಾರ ಹಮ್ಮಿಕೊಳ್ಳಲಾಗಿದೆ. ಗೋಷ್ಠಿಯಲ್ಲಿ ಪಾಲಿಕೆ ಮಾಜಿ ಸದಸ್ಯೆ ಪಲ್ಲವಿ ಬೇಗಂ, ಸಾಹಿತಿ ಸಿದ್ದಸ್ವಾಮಿ, ಗೋವಿಂದ, ಡಾ.ರಾಜು, ಶಿವಣ್ಣ, ಬಡಿತಾ ಉಪಸ್ಥಿತರಿದ್ದರು. ಮಾಜಿ ಸದಸ್ಯ ಎಸ್‌ಜಿಎಂ ಮಂಜು, ಸುಹೈಲ್ ಕಂದಕ್, ಡಾ.ಹೆಚ್.ಎನ್. ವಿಶ್ವನಾಥ್, ಮಹಮ್ಮದ್ ಹಾಕಿ ಕುಕ್ಕುವಳ್ಳಿ, ಹಾಶಿಂ ಬನ್ನೂರು ಆಗಮಿಸಲಿದ್ದಾರೆ ಎಂದು ಸಂಘಟಕರು ತಿಳಿಸಿದ್ದಾರೆ. ಸಾರ್ವಜನಿಕರು ಹೆಚ್ಚಿನ ಸಂಖ್ಯೆಯಲ್ಲಿ ಭಾಗವಹಿಸುವಂತೆ ಕೋರಲಾಗಿದೆ. [640, 929, 1002, 1234]
section-divider [44, 829, 1524, 830]
ashok-headline-black: ನಾಳೆ [713, 881, 767, 916]
article-kabini [44, 150, 692, 829]
bjp-caption: ವಿಧಾನಸಭೆ ಜಂಟಿ ಅಧಿವೇಶನದಲ್ಲಿ ಕಾಂಗ್ರೆಸ್ ನಾಯಕರು ರಾಜ್ಯಪಾಲರನ್ನು ಅಡ್ಡಗಟ್ಟಿ ಗೂಂಡಾ ವರ್ತನೆ ತೋರಿದ್ದಾರೆ ಎಂದು ಆಪಾದಿಸಿ ಬಿಜೆಪಿ ಮೈಸೂರು ನಗರ-ಗ್ರಾಮಾಂತರ ಯುವ ಮೋರ್ಚಾದಿಂದ ರಾಮಸ್ವಾಮಿ ವ�ೃತ್ತದಲ್ಲಿ ಪ್ರತಿಭಟನೆ ನಡೆಸಲಾಯಿತು. [709, 556, 1480, 601]
header-rule [480, 137, 1524, 144]
honor-body [1296, 1908, 1506, 2215]
